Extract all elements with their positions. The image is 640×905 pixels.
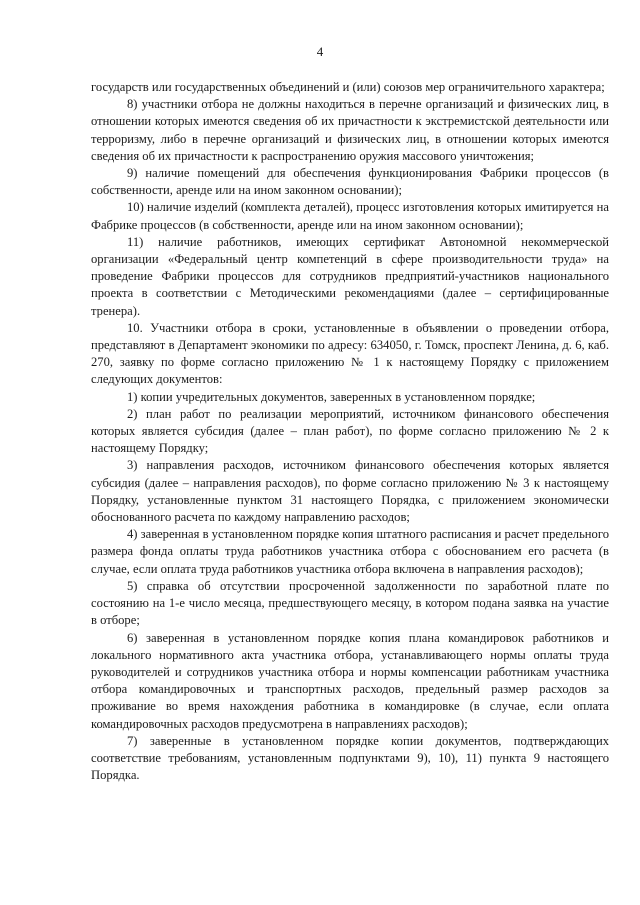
paragraph-6: 1) копии учредительных документов, заверенных в установленном порядке; [127,389,536,404]
paragraph-0: государств или государственных объединений и (или) союзов мер ограничительного характера; [91,80,605,94]
page-number: 4 [316,44,324,59]
paragraph-7: 2) план работ по реализации мероприятий, источником финансового обеспечения которых является субсидия (далее – план работ), по форме согласно приложению № 2 к настоящему Порядку; [91,406,609,456]
paragraph-2: 9) наличие помещений для обеспечения функционирования Фабрики процессов (в собственности, аренде или на ином законном основании); [91,166,609,198]
paragraph-8: 3) направления расходов, источником финансового обеспечения которых является субсидия (далее – направления расходов), по форме согласно приложению № 3 к настоящему Порядку, установленные пунктом 31 настоящего Порядка, с приложением экономически обоснованного расчета по каждому направлению расходов; [91,458,609,525]
paragraph-10: 5) справка об отсутствии просроченной задолженности по заработной плате по состоянию на 1-е число месяца, предшествующего месяцу, в котором подана заявка на участие в отборе; [91,578,609,628]
document-body [91,79,609,784]
paragraph-5: 10. Участники отбора в сроки, установленные в объявлении о проведении отбора, представляют в Департамент экономики по адресу: 634050, г. Томск, проспект Ленина, д. 6, каб. 270, заявку по форме согласно приложению № 1 к настоящему Порядку с приложением следующих документов: [91,320,609,387]
paragraph-4: 11) наличие работников, имеющих сертификат Автономной некоммерческой организации «Федеральный центр компетенций в сфере производительности труда» на проведение Фабрики процессов для сотрудников предприятий-участников национального проекта в соответствии с Методическими рекомендациями (далее – сертифицированные тренера). [91,234,609,318]
paragraph-12: 7) заверенные в установленном порядке копии документов, подтверждающих соответствие требованиям, установленным подпунктами 9), 10), 11) пункта 9 настоящего Порядка. [91,733,609,783]
paragraph-3: 10) наличие изделий (комплекта деталей), процесс изготовления которых имитируется на Фабрике процессов (в собственности, аренде или на ином законном основании); [91,200,609,232]
paragraph-9: 4) заверенная в установленном порядке копия штатного расписания и расчет предельного размера фонда оплаты труда работников участника отбора с обоснованием его расчета (в случае, если оплата труда работников участника отбора включена в направления расходов); [91,527,609,576]
paragraph-11: 6) заверенная в установленном порядке копия плана командировок работников и локального нормативного акта участника отбора, устанавливающего нормы оплаты труда руководителей и сотрудников участника отбора и нормы компенсации работникам участника отбора командировочных и транспортных расходов, предельный размер расходов за проживание во время нахождения работника в командировке (в случае, если оплата командировочных расходов предусмотрена в направлениях расходов); [91,630,609,731]
paragraph-1: 8) участники отбора не должны находиться в перечне организаций и физических лиц, в отношении которых имеются сведения об их причастности к экстремистской деятельности или терроризму, либо в перечне организаций и физических лиц, в отношении которых имеются сведения об их причастности к распространению оружия массового уничтожения; [91,97,609,163]
